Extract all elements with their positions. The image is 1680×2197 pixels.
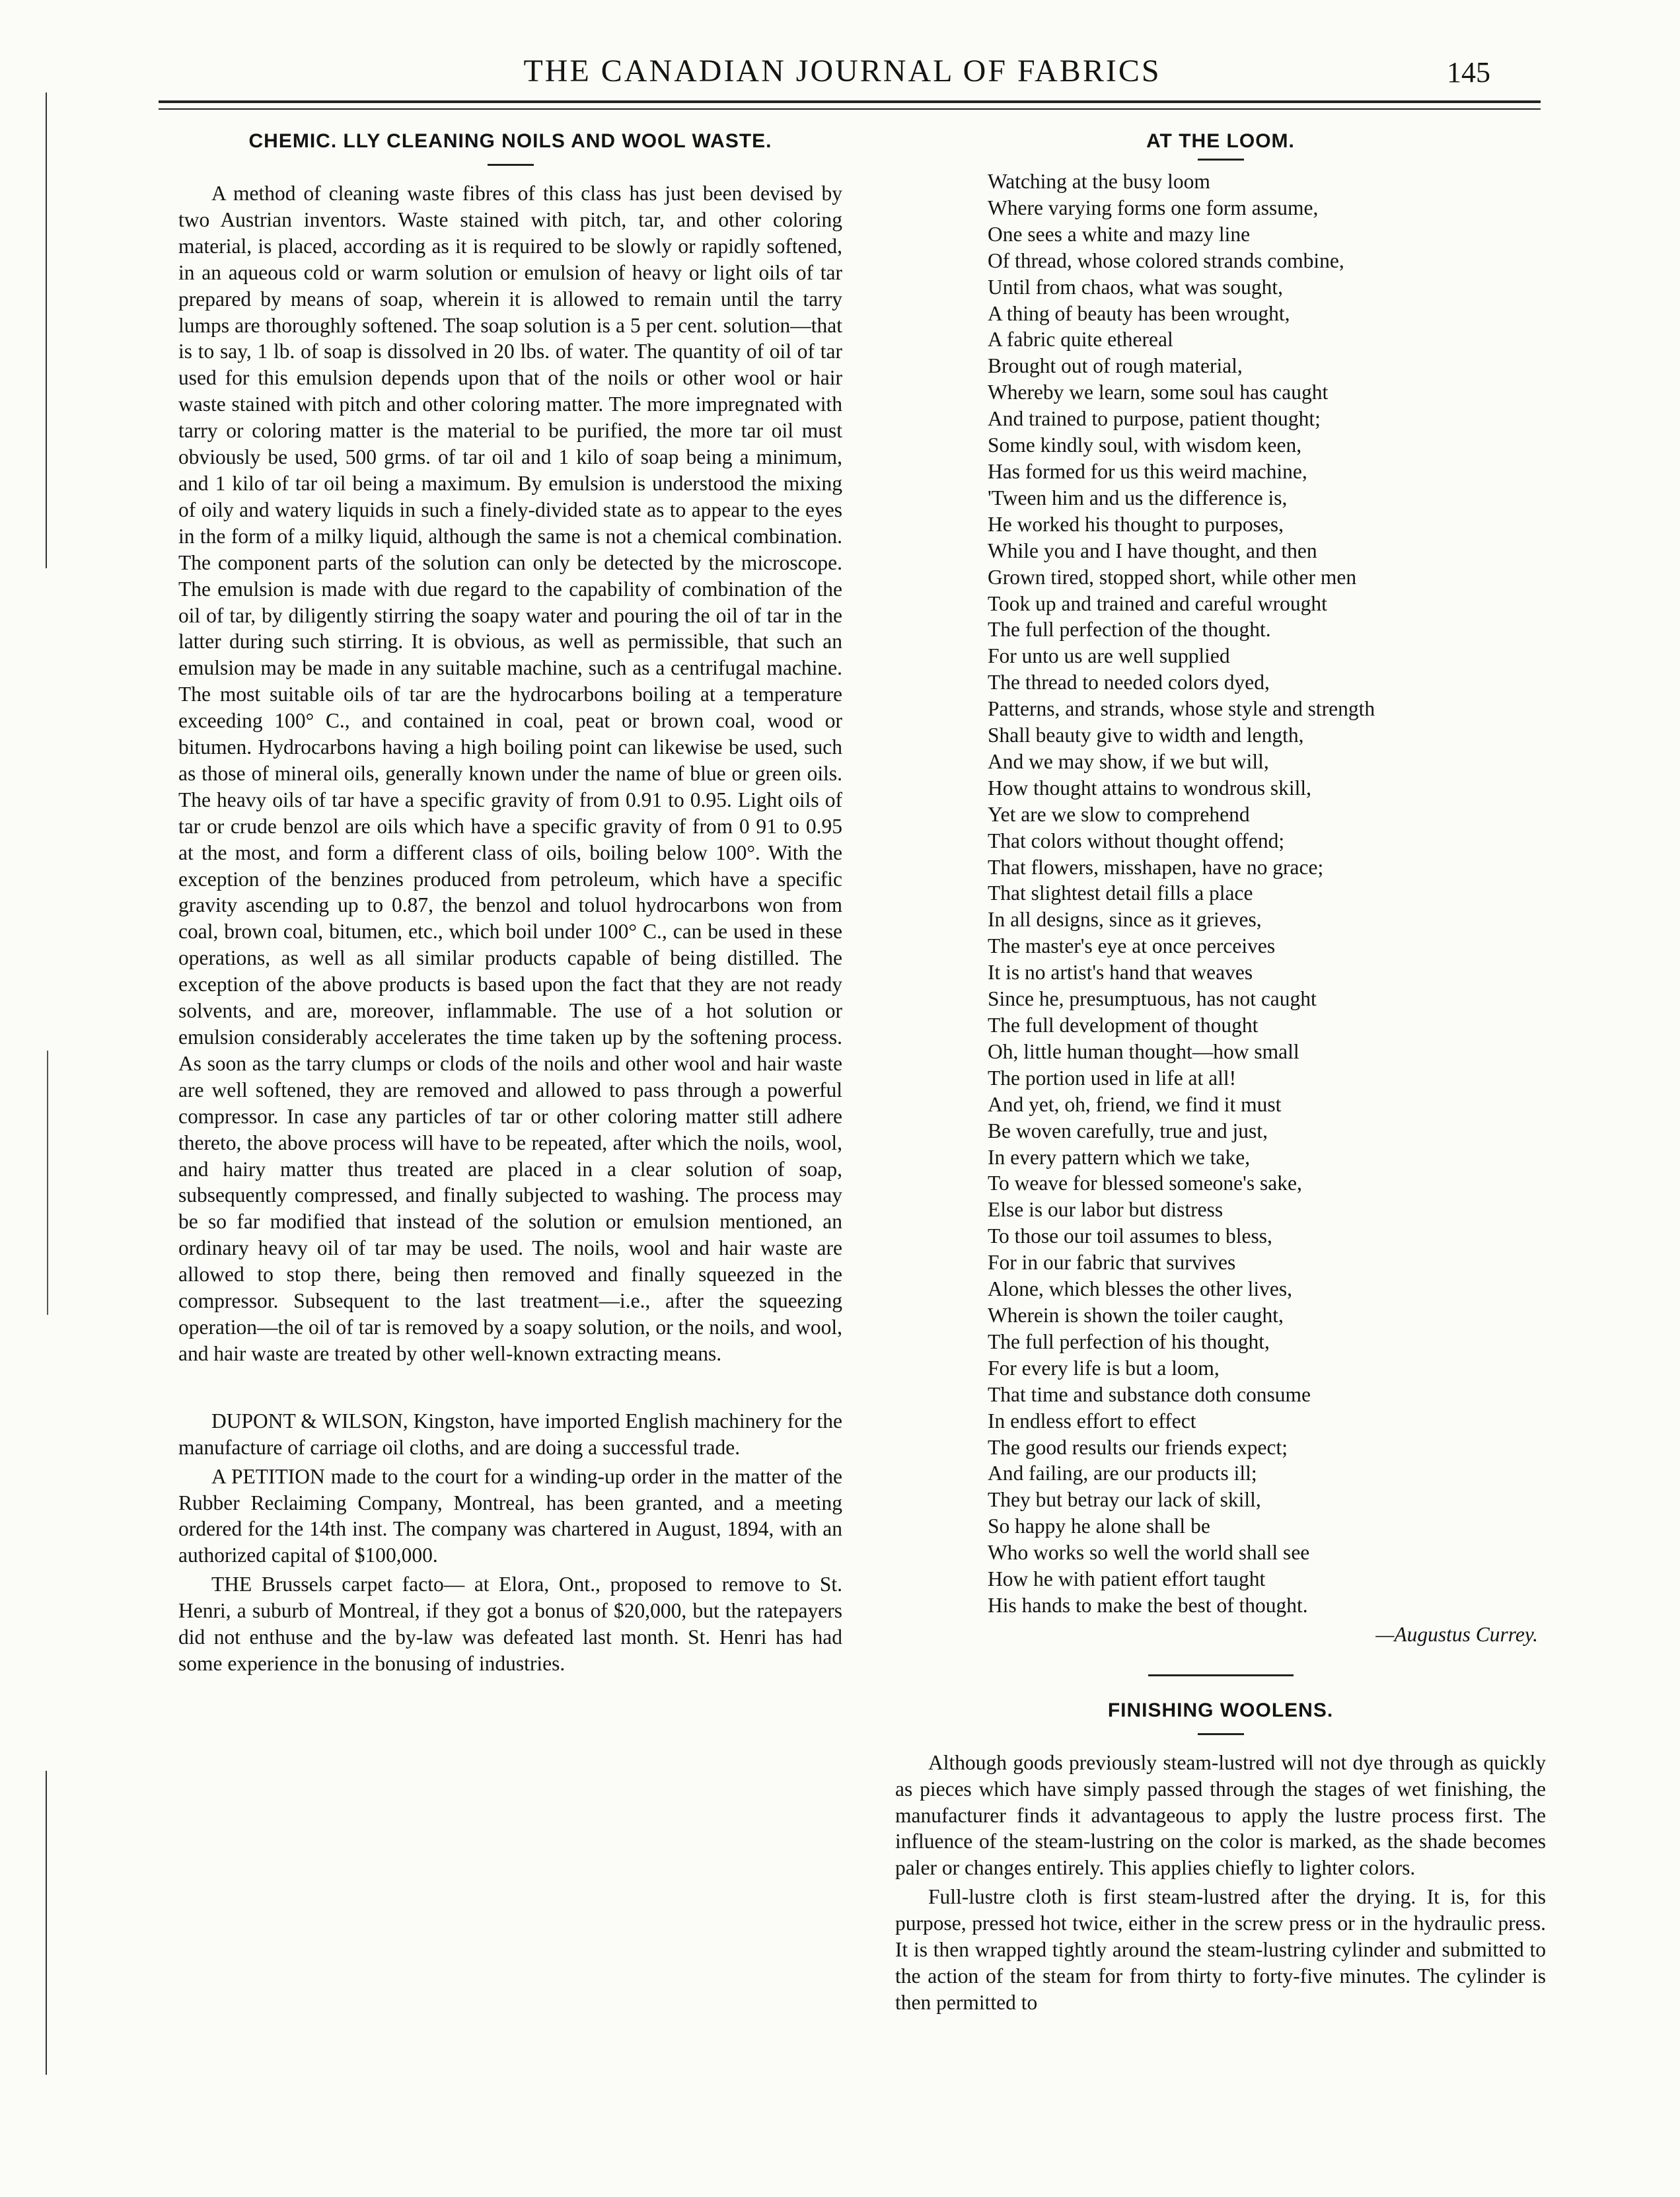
poem-line: Wherein is shown the toiler caught,: [988, 1303, 1284, 1327]
article-paragraph: Although goods previously steam-lustred will not dye through as quickly as pieces which have simply passed through the stages of wet finishing, the manufacturer finds it advantageous to apply the lustre process first. The influence of the steam-lustring on the color is marked, as the shade becomes paler or changes entirely. This applies chiefly to lighter colors.: [895, 1750, 1546, 1880]
poem-line: In endless effort to effect: [988, 1409, 1196, 1433]
header-rule-thin: [159, 108, 1541, 110]
poem-line: For every life is but a loom,: [988, 1356, 1220, 1380]
poem-line: While you and I have thought, and then: [988, 539, 1317, 562]
poem-line: Where varying forms one form assume,: [988, 196, 1319, 219]
article-paragraph: Full-lustre cloth is first steam-lustred after the drying. It is, for this purpose, pressed hot twice, either in the screw press or in the hydraulic press. It is then wrapped tightly around the steam-lustring cylinder and submitted to the action of the steam for from thirty to forty-five minutes. The cylinder is then permitted to: [895, 1885, 1546, 2014]
article-heading-cleaning-noils: CHEMIC. LLY CLEANING NOILS AND WOOL WASTE.: [248, 130, 772, 152]
poem-line: Yet are we slow to comprehend: [988, 802, 1250, 826]
binding-margin-marks: [33, 93, 59, 2141]
journal-title: THE CANADIAN JOURNAL OF FABRICS: [523, 54, 1161, 89]
poem-line: The full development of thought: [988, 1014, 1259, 1037]
news-item: A PETITION made to the court for a winding-up order in the matter of the Rubber Reclaiming Company, Montreal, has been granted, and a meeting ordered for the 14th inst. The company was chartered in August, 1894, with an authorized capital of $100,000.: [178, 1464, 842, 1567]
poem-line: And trained to purpose, patient thought;: [988, 407, 1321, 431]
heading-rule: [1198, 159, 1244, 161]
poem-line: Be woven carefully, true and just,: [988, 1119, 1268, 1142]
heading-rule: [488, 164, 534, 166]
poem-line: Brought out of rough material,: [988, 354, 1243, 378]
poem-heading: AT THE LOOM.: [1146, 130, 1295, 152]
right-column: [895, 126, 1546, 2016]
news-item: DUPONT & WILSON, Kingston, have imported English machinery for the manufacture of carriage oil cloths, and are doing a successful trade.: [178, 1409, 842, 1459]
poem-line: That flowers, misshapen, have no grace;: [988, 855, 1324, 879]
poem-line: The portion used in life at all!: [988, 1066, 1237, 1090]
page-number: 145: [1447, 56, 1490, 89]
poem-line: Oh, little human thought—how small: [988, 1039, 1299, 1063]
poem-line: Shall beauty give to width and length,: [988, 724, 1304, 747]
poem-line: Took up and trained and careful wrought: [988, 591, 1327, 615]
poem-line: They but betray our lack of skill,: [988, 1488, 1261, 1512]
poem-line: Of thread, whose colored strands combine,: [988, 248, 1344, 272]
poem-line: Alone, which blesses the other lives,: [988, 1277, 1293, 1301]
poem-line: Who works so well the world shall see: [988, 1541, 1310, 1565]
poem-line: Until from chaos, what was sought,: [988, 275, 1284, 299]
poem-line: For in our fabric that survives: [988, 1251, 1236, 1275]
poem-line: Has formed for us this weird machine,: [988, 459, 1307, 483]
poem-line: Patterns, and strands, whose style and strength: [988, 697, 1375, 721]
poem-line: The master's eye at once perceives: [988, 934, 1276, 958]
poem-line: It is no artist's hand that weaves: [988, 961, 1253, 985]
article-body-cleaning-noils: A method of cleaning waste fibres of this class has just been devised by two Austrian inventors. Waste stained with pitch, tar, and other coloring material, is placed, according as it is required to be slowly or rapidly softened, in an aqueous cold or warm solution or emulsion of heavy or light oils of tar prepared by means of soap, wherein it is allowed to remain until the tarry lumps are thoroughly softened. The soap solution is a 5 per cent. solution—that is to say, 1 lb. of soap is dissolved in 20 lbs. of water. The quantity of oil of tar used for this emulsion depends upon that of the noils or other wool or hair waste stained with pitch and other coloring matter. The more impregnated with tarry or coloring matter is the material to be purified, the more tar oil must obviously be used, 500 grms. of tar oil and 1 kilo of soap being a minimum, and 1 kilo of tar oil being a maximum. By emulsion is understood the mixing of oily and watery liquids in such a finely-divided state as to appear to the eyes in the form of a milky liquid, although the same is not a chemical combination. The component parts of the solution can only be detected by the microscope. The emulsion is made with due regard to the capability of combination of the oil of tar, by diligently stirring the soapy water and pouring the oil of tar in the latter during such stirring. It is obvious, as well as permissible, that such an emulsion may be made in any suitable machine, such as a centrifugal machine. The most suitable oils of tar are the hydrocarbons boiling at a temperature exceeding 100° C., and contained in coal, peat or brown coal, wood or bitumen. Hydrocarbons having a high boiling point can likewise be used, such as those of mineral oils, generally known under the name of blue or green oils. The heavy oils of tar have a specific gravity of from 0.91 to 0.95. Light oils of tar or crude benzol are oils which have a specific gravity of from 0 91 to 0.95 at the most, and form a different class of oils, boiling below 100°. With the exception of the benzines produced from petroleum, which have a specific gravity ascending up to 0.87, the benzol and toluol hydrocarbons won from coal, brown coal, bitumen, etc., which boil under 100° C., can be used in these operations, as well as all similar products capable of being distilled. The exception of the above products is based upon the fact that they are not ready solvents, and are, moreover, inflammable. The use of a hot solution or emulsion considerably accelerates the time taken up by the softening process. As soon as the tarry clumps or clods of the noils and other wool and hair waste are well softened, they are removed and allowed to pass through a powerful compressor. In case any particles of tar or other coloring matter still adhere thereto, the above process will have to be repeated, after which the noils, wool, and hairy matter thus treated are placed in a clear solution of soap, subsequently compressed, and finally subjected to washing. The process may be so far modified that instead of the solution or emulsion mentioned, an ordinary heavy oil of tar may be used. The noils, wool and hair waste are allowed to stop there, being then removed and finally squeezed in the compressor. Subsequent to the last treatment—i.e., after the squeezing operation—the oil of tar is removed by a soapy solution, or the noils, and wool, and hair waste are treated by other well-known extracting means.: [178, 182, 842, 1365]
poem-lines: [988, 168, 1546, 1619]
poem-line: To weave for blessed someone's sake,: [988, 1172, 1302, 1195]
poem-line: In every pattern which we take,: [988, 1145, 1251, 1169]
section-rule: [1148, 1674, 1294, 1676]
poem-line: And failing, are our products ill;: [988, 1462, 1257, 1485]
poem-line: For unto us are well supplied: [988, 644, 1230, 668]
heading-rule: [1198, 1733, 1244, 1735]
news-item: THE Brussels carpet facto— at Elora, Ont., proposed to remove to St. Henri, a suburb of Montreal, if they got a bonus of $20,000, but the ratepayers did not enthuse and the by-law was defeated last month. St. Henri has had some experience in the bonusing of industries.: [178, 1573, 842, 1675]
poem-line: In all designs, since as it grieves,: [988, 908, 1262, 932]
poem-line: Watching at the busy loom: [988, 170, 1210, 193]
poem-line: 'Tween him and us the difference is,: [988, 486, 1288, 509]
poem-attribution: —Augustus Currey.: [1375, 1622, 1538, 1646]
poem-line: Since he, presumptuous, has not caught: [988, 987, 1317, 1011]
poem-line: He worked his thought to purposes,: [988, 512, 1284, 536]
poem-line: The good results our friends expect;: [988, 1435, 1288, 1459]
poem-line: Whereby we learn, some soul has caught: [988, 381, 1329, 404]
poem-line: Some kindly soul, with wisdom keen,: [988, 433, 1302, 457]
poem-line: How he with patient effort taught: [988, 1567, 1266, 1591]
poem-line: That time and substance doth consume: [988, 1382, 1311, 1406]
poem-line: And yet, oh, friend, we find it must: [988, 1092, 1282, 1116]
article-heading-finishing-woolens: FINISHING WOOLENS.: [1107, 1699, 1334, 1721]
poem-line: A thing of beauty has been wrought,: [988, 301, 1290, 325]
poem-line: To those our toil assumes to bless,: [988, 1224, 1272, 1248]
poem-line: That colors without thought offend;: [988, 829, 1285, 852]
poem-line: So happy he alone shall be: [988, 1514, 1210, 1538]
poem-line: And we may show, if we but will,: [988, 749, 1269, 773]
poem-line: His hands to make the best of thought.: [988, 1593, 1308, 1617]
poem-line: Else is our labor but distress: [988, 1198, 1223, 1222]
left-column: [178, 126, 842, 1677]
poem-line: The thread to needed colors dyed,: [988, 671, 1270, 694]
poem-line: The full perfection of the thought.: [988, 618, 1271, 642]
poem-line: Grown tired, stopped short, while other men: [988, 565, 1357, 589]
poem-line: The full perfection of his thought,: [988, 1329, 1270, 1353]
poem-line: A fabric quite ethereal: [988, 328, 1173, 352]
column-divider-gap: [178, 1367, 842, 1408]
poem-line: One sees a white and mazy line: [988, 222, 1251, 246]
poem-line: That slightest detail fills a place: [988, 881, 1253, 905]
header-rule: [159, 100, 1541, 103]
poem-line: How thought attains to wondrous skill,: [988, 776, 1311, 800]
